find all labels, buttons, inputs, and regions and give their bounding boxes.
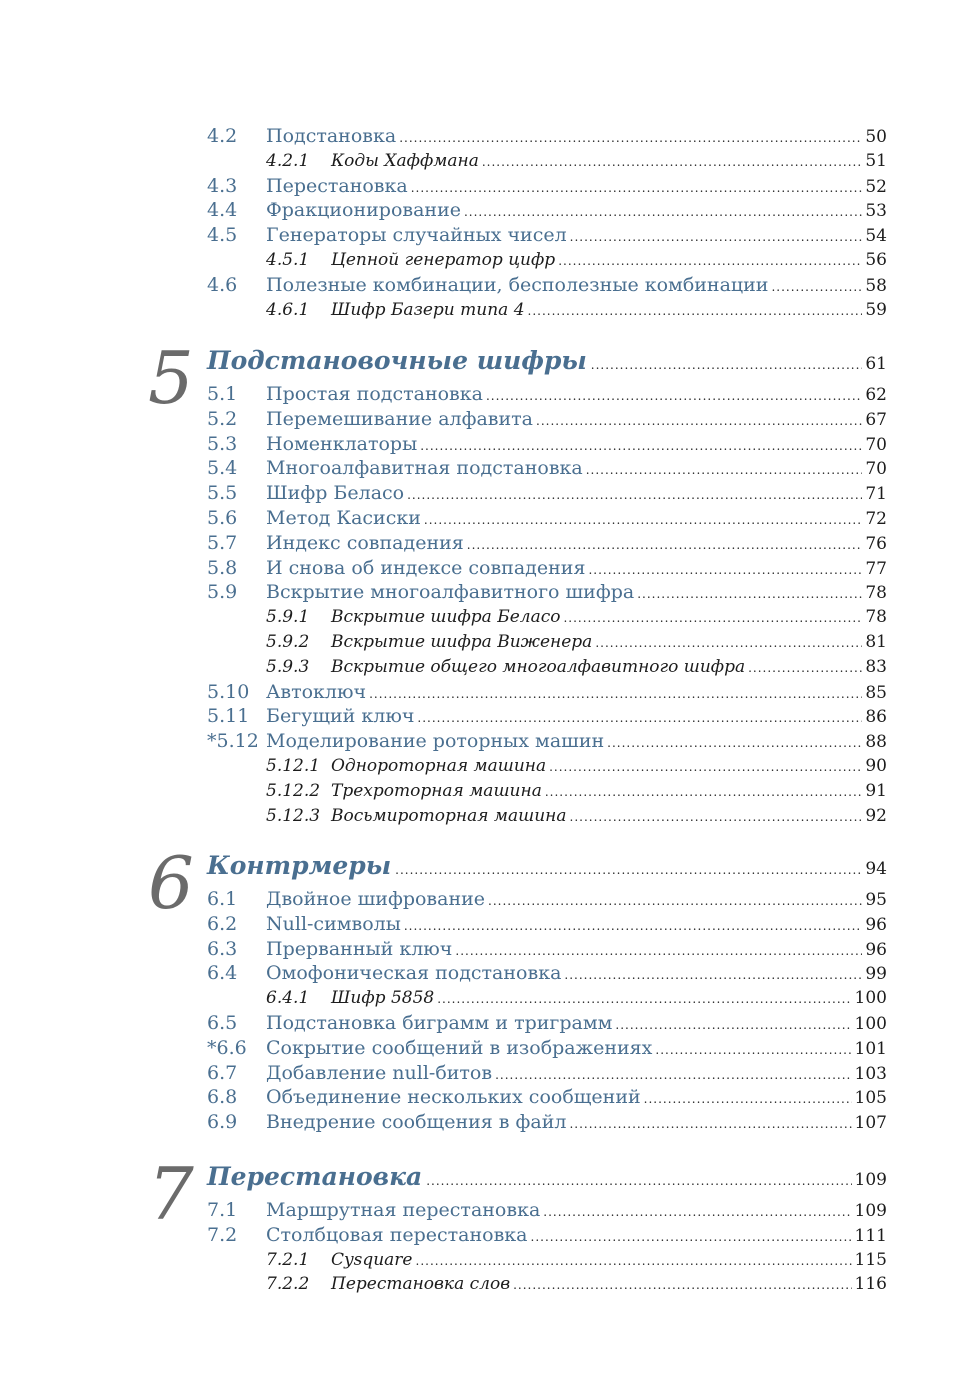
toc-entry[interactable] xyxy=(207,1011,887,1035)
page-number: 54 xyxy=(865,226,887,247)
section-number: 6.4 xyxy=(207,962,238,985)
leader-dots xyxy=(570,225,863,249)
page-number: 62 xyxy=(865,385,887,405)
section-title: Перестановка xyxy=(266,174,408,197)
section-title: Номенклаторы xyxy=(266,432,418,455)
page-number: 90 xyxy=(865,756,887,776)
toc-entry[interactable] xyxy=(207,174,887,198)
page-number: 59 xyxy=(865,299,887,320)
page-number: 96 xyxy=(865,914,887,935)
section-title: Cysquare xyxy=(331,1249,413,1270)
section-title: Простая подстановка xyxy=(266,383,483,405)
page-number: 61 xyxy=(865,354,887,374)
leader-dots xyxy=(426,1174,851,1188)
toc-entry[interactable] xyxy=(207,680,887,704)
page-number: 100 xyxy=(854,988,887,1009)
section-title: Маршрутная перестановка xyxy=(266,1199,541,1221)
leader-dots xyxy=(591,358,863,372)
toc-entry[interactable] xyxy=(207,556,887,580)
page-number: 115 xyxy=(854,1249,887,1270)
section-title: Автоключ xyxy=(266,680,367,703)
section-title: Коды Хаффмана xyxy=(331,150,479,171)
section-number: 5.8 xyxy=(207,556,238,579)
leader-dots xyxy=(637,582,862,606)
page-number: 52 xyxy=(865,176,887,197)
section-title: Сокрытие сообщений в изображениях xyxy=(266,1036,653,1059)
section-title: Подстановка xyxy=(266,125,397,147)
page-number: 96 xyxy=(865,939,887,960)
page-number: 103 xyxy=(854,1063,887,1084)
page-number: 77 xyxy=(865,558,887,579)
toc-entry[interactable] xyxy=(207,1272,887,1296)
page-number: 100 xyxy=(854,1014,887,1034)
section-title: Вскрытие многоалфавитного шифра xyxy=(266,581,635,604)
chapter-title: Перестановка xyxy=(207,1162,423,1191)
toc-entry[interactable] xyxy=(207,124,887,148)
page-number: 76 xyxy=(865,533,887,554)
leader-dots xyxy=(467,533,863,557)
leader-dots xyxy=(424,508,862,532)
toc-entry[interactable] xyxy=(207,630,887,654)
leader-dots xyxy=(455,939,862,963)
section-number: 5.12.2 xyxy=(266,780,321,801)
leader-dots xyxy=(536,409,862,433)
leader-dots xyxy=(615,1013,851,1037)
leader-dots xyxy=(569,1112,851,1136)
section-number: 7.2.2 xyxy=(266,1274,310,1295)
chapter-heading[interactable] xyxy=(207,346,887,380)
section-number: 6.7 xyxy=(207,1061,238,1084)
section-title: Шифр Беласо xyxy=(266,482,405,505)
page-number: 91 xyxy=(865,780,887,801)
section-number: 5.5 xyxy=(207,482,238,505)
toc-entry[interactable] xyxy=(207,531,887,555)
page-number: 72 xyxy=(865,509,887,529)
leader-dots xyxy=(549,755,862,779)
section-number: 7.2.1 xyxy=(266,1249,310,1270)
toc-entry[interactable] xyxy=(207,804,887,828)
section-title: Однороторная машина xyxy=(331,756,547,776)
chapter-title: Контрмеры xyxy=(207,851,392,880)
page-number: 86 xyxy=(865,707,887,728)
section-number: 5.9.3 xyxy=(266,656,310,677)
toc-entry[interactable] xyxy=(207,1085,887,1109)
section-title: Моделирование роторных машин xyxy=(266,730,605,753)
toc-entry[interactable] xyxy=(207,580,887,604)
section-title: Метод Касиски xyxy=(266,507,421,529)
leader-dots xyxy=(495,1063,851,1087)
leader-dots xyxy=(563,606,862,630)
page-number: 81 xyxy=(865,632,887,652)
toc-entry[interactable] xyxy=(207,407,887,431)
section-title: Вскрытие общего многоалфавитного шифра xyxy=(331,656,746,677)
page-number: 99 xyxy=(865,964,887,985)
section-number: 4.6.1 xyxy=(266,299,310,320)
section-number: 5.10 xyxy=(207,680,250,703)
toc-entry[interactable] xyxy=(207,298,887,322)
leader-dots xyxy=(399,126,862,150)
section-title: Двойное шифрование xyxy=(266,888,486,910)
leader-dots xyxy=(644,1087,852,1111)
page-number: 78 xyxy=(865,607,887,628)
leader-dots xyxy=(417,706,862,730)
section-title: Цепной генератор цифр xyxy=(331,250,556,270)
page-number: 101 xyxy=(854,1038,887,1059)
leader-dots xyxy=(482,150,863,174)
leader-dots xyxy=(595,631,862,655)
page-number: 50 xyxy=(865,127,887,147)
section-number: 4.2.1 xyxy=(266,150,310,171)
page-number: 109 xyxy=(854,1201,887,1221)
section-title: Прерванный ключ xyxy=(266,937,453,960)
section-number: 6.9 xyxy=(207,1111,238,1134)
leader-dots xyxy=(411,176,863,200)
section-number: 5.3 xyxy=(207,432,238,455)
leader-dots xyxy=(528,299,863,323)
section-number: 7.2 xyxy=(207,1223,238,1246)
leader-dots xyxy=(588,558,862,582)
section-number: 6.2 xyxy=(207,912,238,935)
section-number: 5.12.1 xyxy=(266,756,321,776)
section-number: 5.2 xyxy=(207,407,238,430)
page-number: 53 xyxy=(865,201,887,222)
leader-dots xyxy=(420,434,862,458)
page-number: 107 xyxy=(854,1113,887,1134)
section-number: 7.1 xyxy=(207,1199,238,1221)
page-number: 92 xyxy=(865,805,887,826)
toc-entry[interactable] xyxy=(207,937,887,961)
section-title: Внедрение сообщения в файл xyxy=(266,1111,567,1134)
toc-entry[interactable] xyxy=(207,754,887,778)
leader-dots xyxy=(395,863,862,877)
leader-dots xyxy=(464,200,862,224)
page-number: 58 xyxy=(865,275,887,296)
toc-entry[interactable] xyxy=(207,605,887,629)
section-title: Перемешивание алфавита xyxy=(266,407,534,430)
section-number: 5.12.3 xyxy=(266,805,321,826)
page-number: 116 xyxy=(854,1274,887,1295)
section-title: Шифр 5858 xyxy=(331,988,435,1009)
section-title: Бегущий ключ xyxy=(266,705,415,728)
section-title: Фракционирование xyxy=(266,199,461,222)
section-number: 6.3 xyxy=(207,937,238,960)
toc-entry[interactable] xyxy=(207,273,887,297)
page-number: 88 xyxy=(865,732,887,753)
toc-entry[interactable] xyxy=(207,1248,887,1272)
leader-dots xyxy=(586,458,863,482)
page-number: 95 xyxy=(865,890,887,910)
section-number: 4.4 xyxy=(207,199,238,222)
toc-entry[interactable] xyxy=(207,382,887,406)
leader-dots xyxy=(771,275,862,299)
leader-dots xyxy=(416,1249,852,1273)
toc-entry[interactable] xyxy=(207,779,887,803)
toc-entry[interactable] xyxy=(207,456,887,480)
section-title: Омофоническая подстановка xyxy=(266,962,562,985)
toc-entry[interactable] xyxy=(207,481,887,505)
leader-dots xyxy=(558,249,862,273)
toc-entry[interactable] xyxy=(207,961,887,985)
toc-entry[interactable] xyxy=(207,704,887,728)
page-number: 70 xyxy=(865,459,887,480)
toc-entry[interactable] xyxy=(207,1110,887,1134)
chapter-big-number: 6 xyxy=(148,841,194,925)
leader-dots xyxy=(543,1200,851,1224)
page-number: 109 xyxy=(854,1170,887,1190)
leader-dots xyxy=(655,1038,851,1062)
page-number: 71 xyxy=(865,484,887,505)
page-number: 78 xyxy=(865,583,887,604)
toc-entry[interactable] xyxy=(207,506,887,530)
leader-dots xyxy=(513,1273,851,1297)
section-number: 4.5 xyxy=(207,224,238,247)
section-number: 5.7 xyxy=(207,531,238,554)
leader-dots xyxy=(437,987,851,1011)
page-number: 105 xyxy=(854,1088,887,1109)
section-title: Подстановка биграмм и триграмм xyxy=(266,1012,613,1034)
section-title: Вскрытие шифра Беласо xyxy=(331,607,561,628)
chapter-heading[interactable] xyxy=(207,1162,887,1196)
leader-dots xyxy=(531,1225,852,1249)
leader-dots xyxy=(407,483,862,507)
section-number: 4.6 xyxy=(207,273,238,296)
section-number: 5.1 xyxy=(207,383,238,405)
leader-dots xyxy=(404,914,863,938)
section-number: 4.5.1 xyxy=(266,250,310,270)
toc-entry[interactable] xyxy=(207,1061,887,1085)
section-title: Многоалфавитная подстановка xyxy=(266,457,583,480)
leader-dots xyxy=(545,780,863,804)
toc-entry[interactable] xyxy=(207,198,887,222)
section-number: *6.6 xyxy=(207,1036,247,1059)
section-title: И снова об индексе совпадения xyxy=(266,556,586,579)
toc-entry[interactable] xyxy=(207,432,887,456)
toc-entry[interactable] xyxy=(207,655,887,679)
chapter-big-number: 7 xyxy=(148,1152,194,1236)
toc-entry[interactable] xyxy=(207,887,887,911)
chapter-title: Подстановочные шифры xyxy=(207,346,587,375)
section-number: 5.4 xyxy=(207,457,238,480)
page-number: 70 xyxy=(865,434,887,455)
page-number: 83 xyxy=(865,656,887,677)
page-number: 67 xyxy=(865,409,887,430)
toc-entry[interactable] xyxy=(207,223,887,247)
section-title: Перестановка слов xyxy=(331,1274,511,1295)
toc-entry[interactable] xyxy=(207,912,887,936)
leader-dots xyxy=(369,682,862,706)
toc-entry[interactable] xyxy=(207,1036,887,1060)
section-number: 5.9 xyxy=(207,581,238,604)
section-title: Генераторы случайных чисел xyxy=(266,224,567,247)
section-number: 4.2 xyxy=(207,125,238,147)
toc-entry[interactable] xyxy=(207,1223,887,1247)
toc-entry[interactable] xyxy=(207,1198,887,1222)
section-title: Полезные комбинации, бесполезные комбинации xyxy=(266,273,769,296)
section-number: 5.6 xyxy=(207,507,238,529)
page-number: 85 xyxy=(865,682,887,703)
page-number: 56 xyxy=(865,250,887,270)
section-number: 4.3 xyxy=(207,174,238,197)
section-title: Трехроторная машина xyxy=(331,780,542,801)
leader-dots xyxy=(564,963,862,987)
section-title: Добавление null-битов xyxy=(266,1061,493,1084)
leader-dots xyxy=(488,889,862,913)
chapter-heading[interactable] xyxy=(207,851,887,885)
page-number: 94 xyxy=(865,859,887,879)
section-number: 5.9.2 xyxy=(266,632,310,652)
toc-entry[interactable] xyxy=(207,986,887,1010)
section-number: 5.11 xyxy=(207,705,250,728)
section-number: *5.12 xyxy=(207,730,259,753)
page-number: 51 xyxy=(865,150,887,171)
section-title: Вскрытие шифра Виженера xyxy=(331,632,593,652)
section-title: Восьмироторная машина xyxy=(331,805,567,826)
section-number: 6.8 xyxy=(207,1086,238,1109)
section-title: Столбцовая перестановка xyxy=(266,1223,528,1246)
section-title: Индекс совпадения xyxy=(266,531,464,554)
leader-dots xyxy=(607,731,862,755)
page-number: 111 xyxy=(854,1225,887,1246)
section-number: 5.9.1 xyxy=(266,607,310,628)
section-number: 6.4.1 xyxy=(266,988,310,1009)
leader-dots xyxy=(748,656,862,680)
toc-entry[interactable] xyxy=(207,729,887,753)
section-number: 6.1 xyxy=(207,888,238,910)
chapter-big-number: 5 xyxy=(148,336,194,420)
leader-dots xyxy=(570,805,863,829)
section-number: 6.5 xyxy=(207,1012,238,1034)
section-title: Шифр Базери типа 4 xyxy=(331,299,525,320)
section-title: Объединение нескольких сообщений xyxy=(266,1086,641,1109)
section-title: Null-символы xyxy=(266,912,401,935)
toc-entry[interactable] xyxy=(207,248,887,272)
leader-dots xyxy=(486,384,862,408)
toc-entry[interactable] xyxy=(207,149,887,173)
